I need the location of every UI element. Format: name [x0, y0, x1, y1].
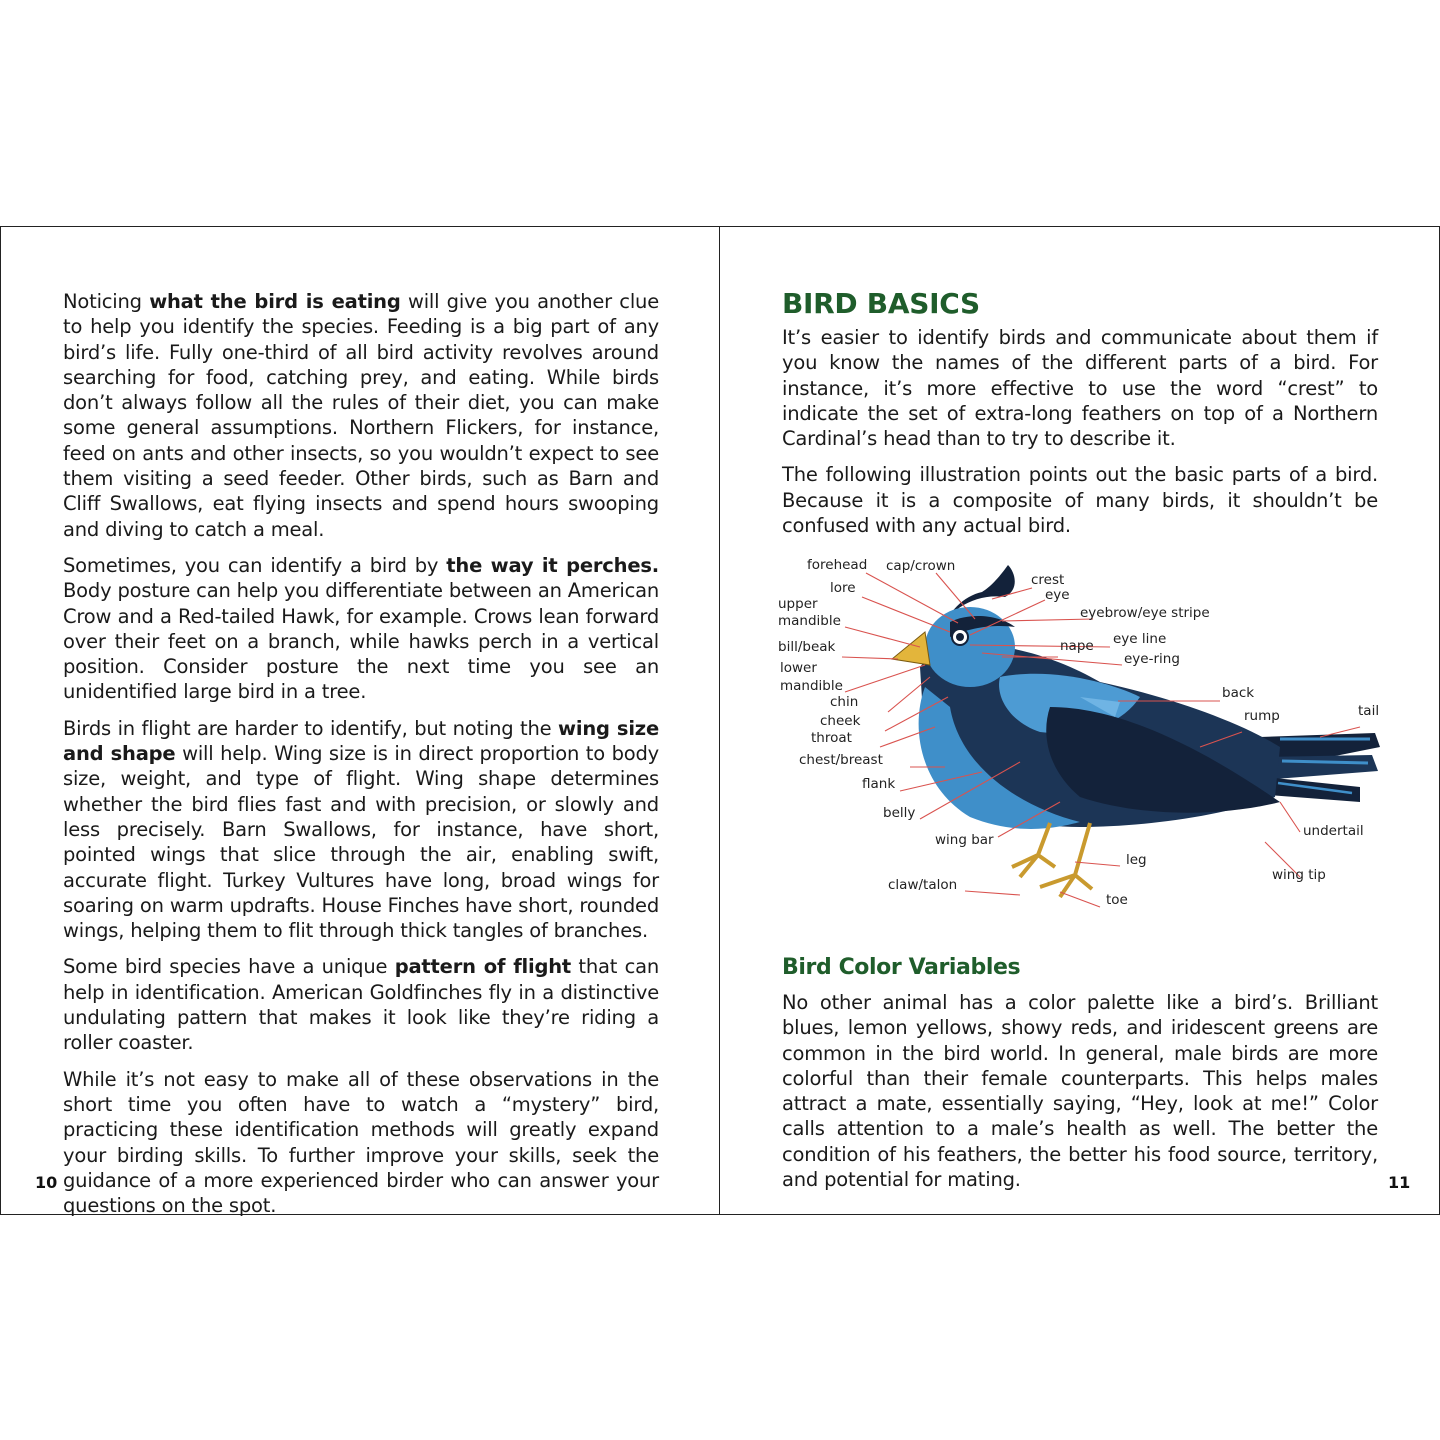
label-eye: eye — [1045, 587, 1070, 603]
label-cheek: cheek — [820, 713, 861, 729]
bird-beak — [892, 632, 930, 665]
section-heading: BIRD BASICS — [782, 287, 980, 320]
page-number-left: 10 — [35, 1173, 58, 1192]
bird-head — [925, 565, 1015, 687]
label-tail: tail — [1358, 703, 1380, 719]
text-run: Some bird species have a unique — [63, 955, 395, 979]
bold-phrase: pattern of flight — [394, 955, 572, 979]
label-chest: chest/breast — [799, 752, 883, 768]
bird-legs — [1012, 823, 1092, 897]
label-flank: flank — [862, 776, 896, 792]
body-paragraph — [63, 716, 659, 944]
label-forehead: forehead — [807, 557, 868, 573]
label-lower-mandible: mandible — [780, 678, 843, 694]
text-run: will help. Wing size is in direct proportion to body size, weight, and type of flight. Wing shape determines whether the bird flies fast and with precision, or slowly and less precisely. Barn Swallows, for instance, have short, pointed wings that slice through the air, enabling swift, accurate flight. Turkey Vultures have long, broad wings for soaring on warm updrafts. House Finches have short, rounded wings, helping them to flit through thick tangles of branches. — [63, 742, 659, 943]
label-throat: throat — [811, 730, 852, 746]
text-run: Sometimes, you can identify a bird by — [63, 553, 447, 577]
text-run: Body posture can help you differentiate between an American Crow and a Red-tailed Hawk, for example. Crows lean forward over their feet on a branch, while hawks perch in a vertical position. Consider posture the next time you see an unidentified large bird in a tree. — [63, 579, 659, 704]
subheading: Bird Color Variables — [782, 955, 1021, 980]
body-paragraph — [63, 289, 659, 542]
text-run: Birds in flight are harder to identify, but noting the — [63, 716, 559, 740]
body-paragraph — [63, 553, 659, 705]
label-eyebrow: eyebrow/eye stripe — [1080, 605, 1210, 621]
label-eye-ring: eye-ring — [1124, 651, 1180, 667]
bold-phrase: wing size and shape — [63, 716, 659, 766]
text-run: that can help in identification. American Goldfinches fly in a distinctive undulating pattern that makes it look like they’re riding a roller coaster. — [63, 955, 659, 1055]
label-rump: rump — [1244, 708, 1280, 724]
label-lower: lower — [780, 660, 817, 676]
bold-phrase: what the bird is eating — [149, 290, 401, 313]
left-page — [0, 227, 720, 1218]
bold-phrase: the way it perches. — [446, 553, 659, 577]
text-run: Noticing — [63, 290, 150, 313]
label-wing-tip: wing tip — [1272, 867, 1326, 883]
bird-parts-diagram — [770, 557, 1390, 917]
label-crest: crest — [1031, 572, 1065, 588]
label-bill: bill/beak — [778, 639, 836, 655]
label-claw: claw/talon — [888, 877, 958, 893]
label-upper-mandible: mandible — [778, 613, 841, 629]
label-chin: chin — [830, 694, 859, 710]
intro-paragraph: It’s easier to identify birds and communicate about them if you know the names of the different parts of a bird. For instance, it’s more effective to use the word “crest” to indicate the set of extra-long feathers on top of a Northern Cardinal’s head than to try to describe it. — [782, 326, 1378, 451]
body-paragraph — [63, 954, 659, 1055]
label-eye-line: eye line — [1113, 631, 1167, 647]
page-number-right: 11 — [1388, 1173, 1411, 1192]
label-nape: nape — [1060, 638, 1094, 654]
label-lore: lore — [830, 580, 856, 596]
book-spread — [0, 226, 1440, 1218]
text-run: will give you another clue to help you identify the species. Feeding is a big part of any bird’s life. Fully one-third of all bird activity revolves around searching for food, catching prey, and eating. While birds don’t always follow all the rules of their diet, you can make some general assumptions. Northern Flickers, for instance, feed on ants and other insects, so you wouldn’t expect to see them visiting a seed feeder. Other birds, such as Barn and Cliff Swallows, eat flying insects and spend hours swooping and diving to catch a meal. — [63, 290, 659, 541]
right-page — [720, 227, 1440, 1214]
label-leg: leg — [1126, 852, 1147, 868]
bird-tail — [1260, 733, 1380, 802]
text-run: While it’s not easy to make all of these observations in the short time you often have to watch a “mystery” bird, practicing these identification methods will greatly expand your birding skills. To further improve your skills, seek the guidance of a more experienced birder who can answer your questions on the spot. — [63, 1067, 659, 1218]
label-undertail: undertail — [1303, 823, 1364, 839]
color-text-block — [782, 990, 1378, 1203]
label-belly: belly — [883, 805, 916, 821]
label-wing-bar: wing bar — [935, 832, 994, 848]
left-page-body — [63, 289, 659, 1229]
label-toe: toe — [1106, 892, 1128, 908]
intro-paragraph: The following illustration points out the basic parts of a bird. Because it is a composite of many birds, it shouldn’t be confused with any actual bird. — [782, 463, 1378, 538]
intro-text — [782, 325, 1378, 549]
label-back: back — [1222, 685, 1255, 701]
label-upper: upper — [778, 596, 818, 612]
color-paragraph: No other animal has a color palette like a bird’s. Brilliant blues, lemon yellows, showy reds, and iridescent greens are common in the bird world. In general, male birds are more colorful than their female counterparts. This helps males attract a mate, essentially saying, “Hey, look at me!” Color calls attention to a male’s health as well. The better the condition of his feathers, the better his food source, territory, and potential for mating. — [782, 991, 1378, 1192]
label-cap-crown: cap/crown — [886, 558, 956, 574]
body-paragraph — [63, 1067, 659, 1219]
